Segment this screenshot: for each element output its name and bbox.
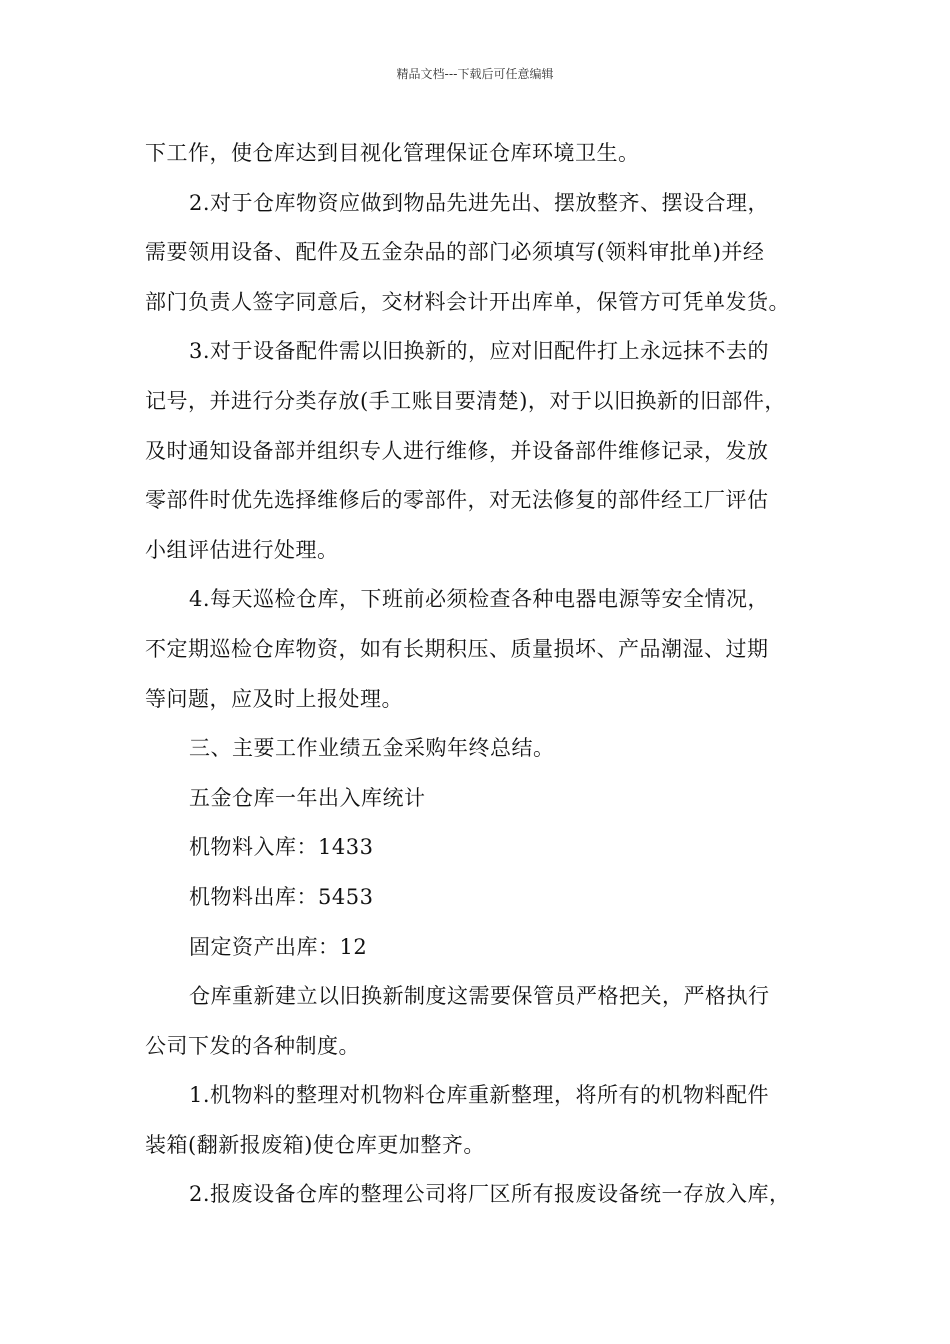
text-line: 部门负责人签字同意后，交材料会计开出库单，保管方可凭单发货。 [145,289,790,314]
stat-line-outbound: 机物料出库：5453 [189,884,374,909]
text-line: 1.机物料的整理对机物料仓库重新整理，将所有的机物料配件 [189,1083,770,1108]
stat-line-fixed-assets: 固定资产出库：12 [189,934,368,959]
page-header: 精品文档---下载后可任意编辑 [396,67,554,81]
text-line: 小组评估进行处理。 [145,537,339,562]
text-line: 零部件时优先选择维修后的零部件，对无法修复的部件经工厂评估 [145,488,769,513]
stats-heading: 五金仓库一年出入库统计 [189,785,426,810]
text-line: 记号，并进行分类存放(手工账目要清楚)，对于以旧换新的旧部件， [145,388,786,413]
text-line: 仓库重新建立以旧换新制度这需要保管员严格把关，严格执行 [189,984,770,1009]
document-body [145,129,825,1220]
text-line: 公司下发的各种制度。 [145,1033,360,1058]
text-line: 装箱(翻新报废箱)使仓库更加整齐。 [145,1132,485,1157]
stat-line-inbound: 机物料入库：1433 [189,835,374,860]
text-line: 4.每天巡检仓库，下班前必须检查各种电器电源等安全情况， [189,587,770,612]
text-line: 不定期巡检仓库物资，如有长期积压、质量损坏、产品潮湿、过期 [145,636,769,661]
text-line: 下工作，使仓库达到目视化管理保证仓库环境卫生。 [145,141,640,165]
text-line: 等问题，应及时上报处理。 [145,686,403,711]
section-heading: 三、主要工作业绩五金采购年终总结。 [189,736,555,761]
text-line: 及时通知设备部并组织专人进行维修，并设备部件维修记录，发放 [145,438,769,463]
text-line: 2.报废设备仓库的整理公司将厂区所有报废设备统一存放入库， [189,1182,791,1207]
text-line: 需要领用设备、配件及五金杂品的部门必须填写(领料审批单)并经 [145,240,765,265]
text-line: 2.对于仓库物资应做到物品先进先出、摆放整齐、摆设合理， [189,190,770,215]
text-line: 3.对于设备配件需以旧换新的，应对旧配件打上永远抹不去的 [189,339,770,364]
